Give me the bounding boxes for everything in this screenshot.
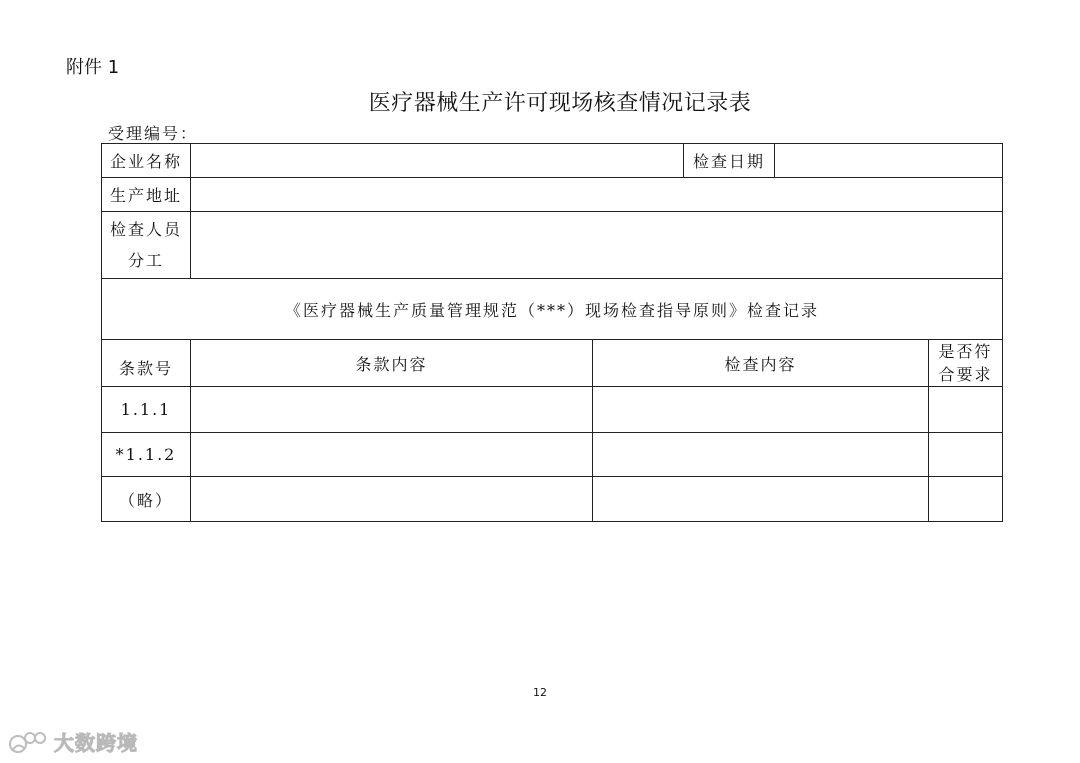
table-header-row [102, 340, 1003, 387]
inspection-date-field[interactable] [774, 144, 1002, 177]
header-clause-content: 条款内容 [191, 340, 593, 387]
inspector-field[interactable] [191, 212, 1003, 279]
record-title-row [102, 279, 1003, 340]
compliance-cell[interactable] [929, 477, 1003, 522]
company-name-label: 企业名称 [102, 144, 191, 178]
company-name-row [102, 144, 1003, 178]
watermark-logo-icon [8, 729, 48, 755]
inspector-label-line2: 分工 [127, 251, 164, 270]
clause-content-cell[interactable] [191, 477, 593, 522]
inspector-label-line1: 检查人员 [109, 220, 182, 239]
watermark [8, 727, 138, 756]
header-compliance-line2: 合要求 [938, 365, 993, 384]
inspection-record-table [101, 143, 1003, 522]
clause-content-cell[interactable] [191, 433, 593, 477]
table-row [102, 387, 1003, 433]
inspection-content-cell[interactable] [593, 433, 929, 477]
table-row [102, 433, 1003, 477]
page-number: 12 [533, 686, 547, 699]
production-address-field[interactable] [191, 178, 1003, 212]
clause-content-cell[interactable] [191, 387, 593, 433]
record-title: 《医疗器械生产质量管理规范（***）现场检查指导原则》检查记录 [102, 279, 1003, 340]
inspector-label [102, 212, 191, 279]
inspection-date-label: 检查日期 [692, 152, 765, 171]
page-title: 医疗器械生产许可现场核查情况记录表 [368, 91, 752, 116]
production-address-row [102, 178, 1003, 212]
inspector-row [102, 212, 1003, 279]
production-address-label: 生产地址 [102, 178, 191, 212]
watermark-text: 大数跨境 [54, 731, 138, 755]
inspection-content-cell[interactable] [593, 477, 929, 522]
accept-number-label: 受理编号： [108, 124, 199, 143]
header-compliance [929, 340, 1003, 387]
inspection-content-cell[interactable] [593, 387, 929, 433]
header-clause-no: 条款号 [102, 340, 191, 387]
compliance-cell[interactable] [929, 387, 1003, 433]
clause-number: 1.1.1 [102, 387, 191, 433]
header-compliance-line1: 是否符 [938, 342, 993, 361]
compliance-cell[interactable] [929, 433, 1003, 477]
clause-number: （略） [102, 477, 191, 522]
clause-number: *1.1.2 [102, 433, 191, 477]
attachment-label: 附件 1 [66, 57, 120, 78]
company-name-field[interactable] [191, 144, 684, 178]
header-inspection-content: 检查内容 [593, 340, 929, 387]
inspection-date-cell [684, 144, 1003, 178]
table-row [102, 477, 1003, 522]
